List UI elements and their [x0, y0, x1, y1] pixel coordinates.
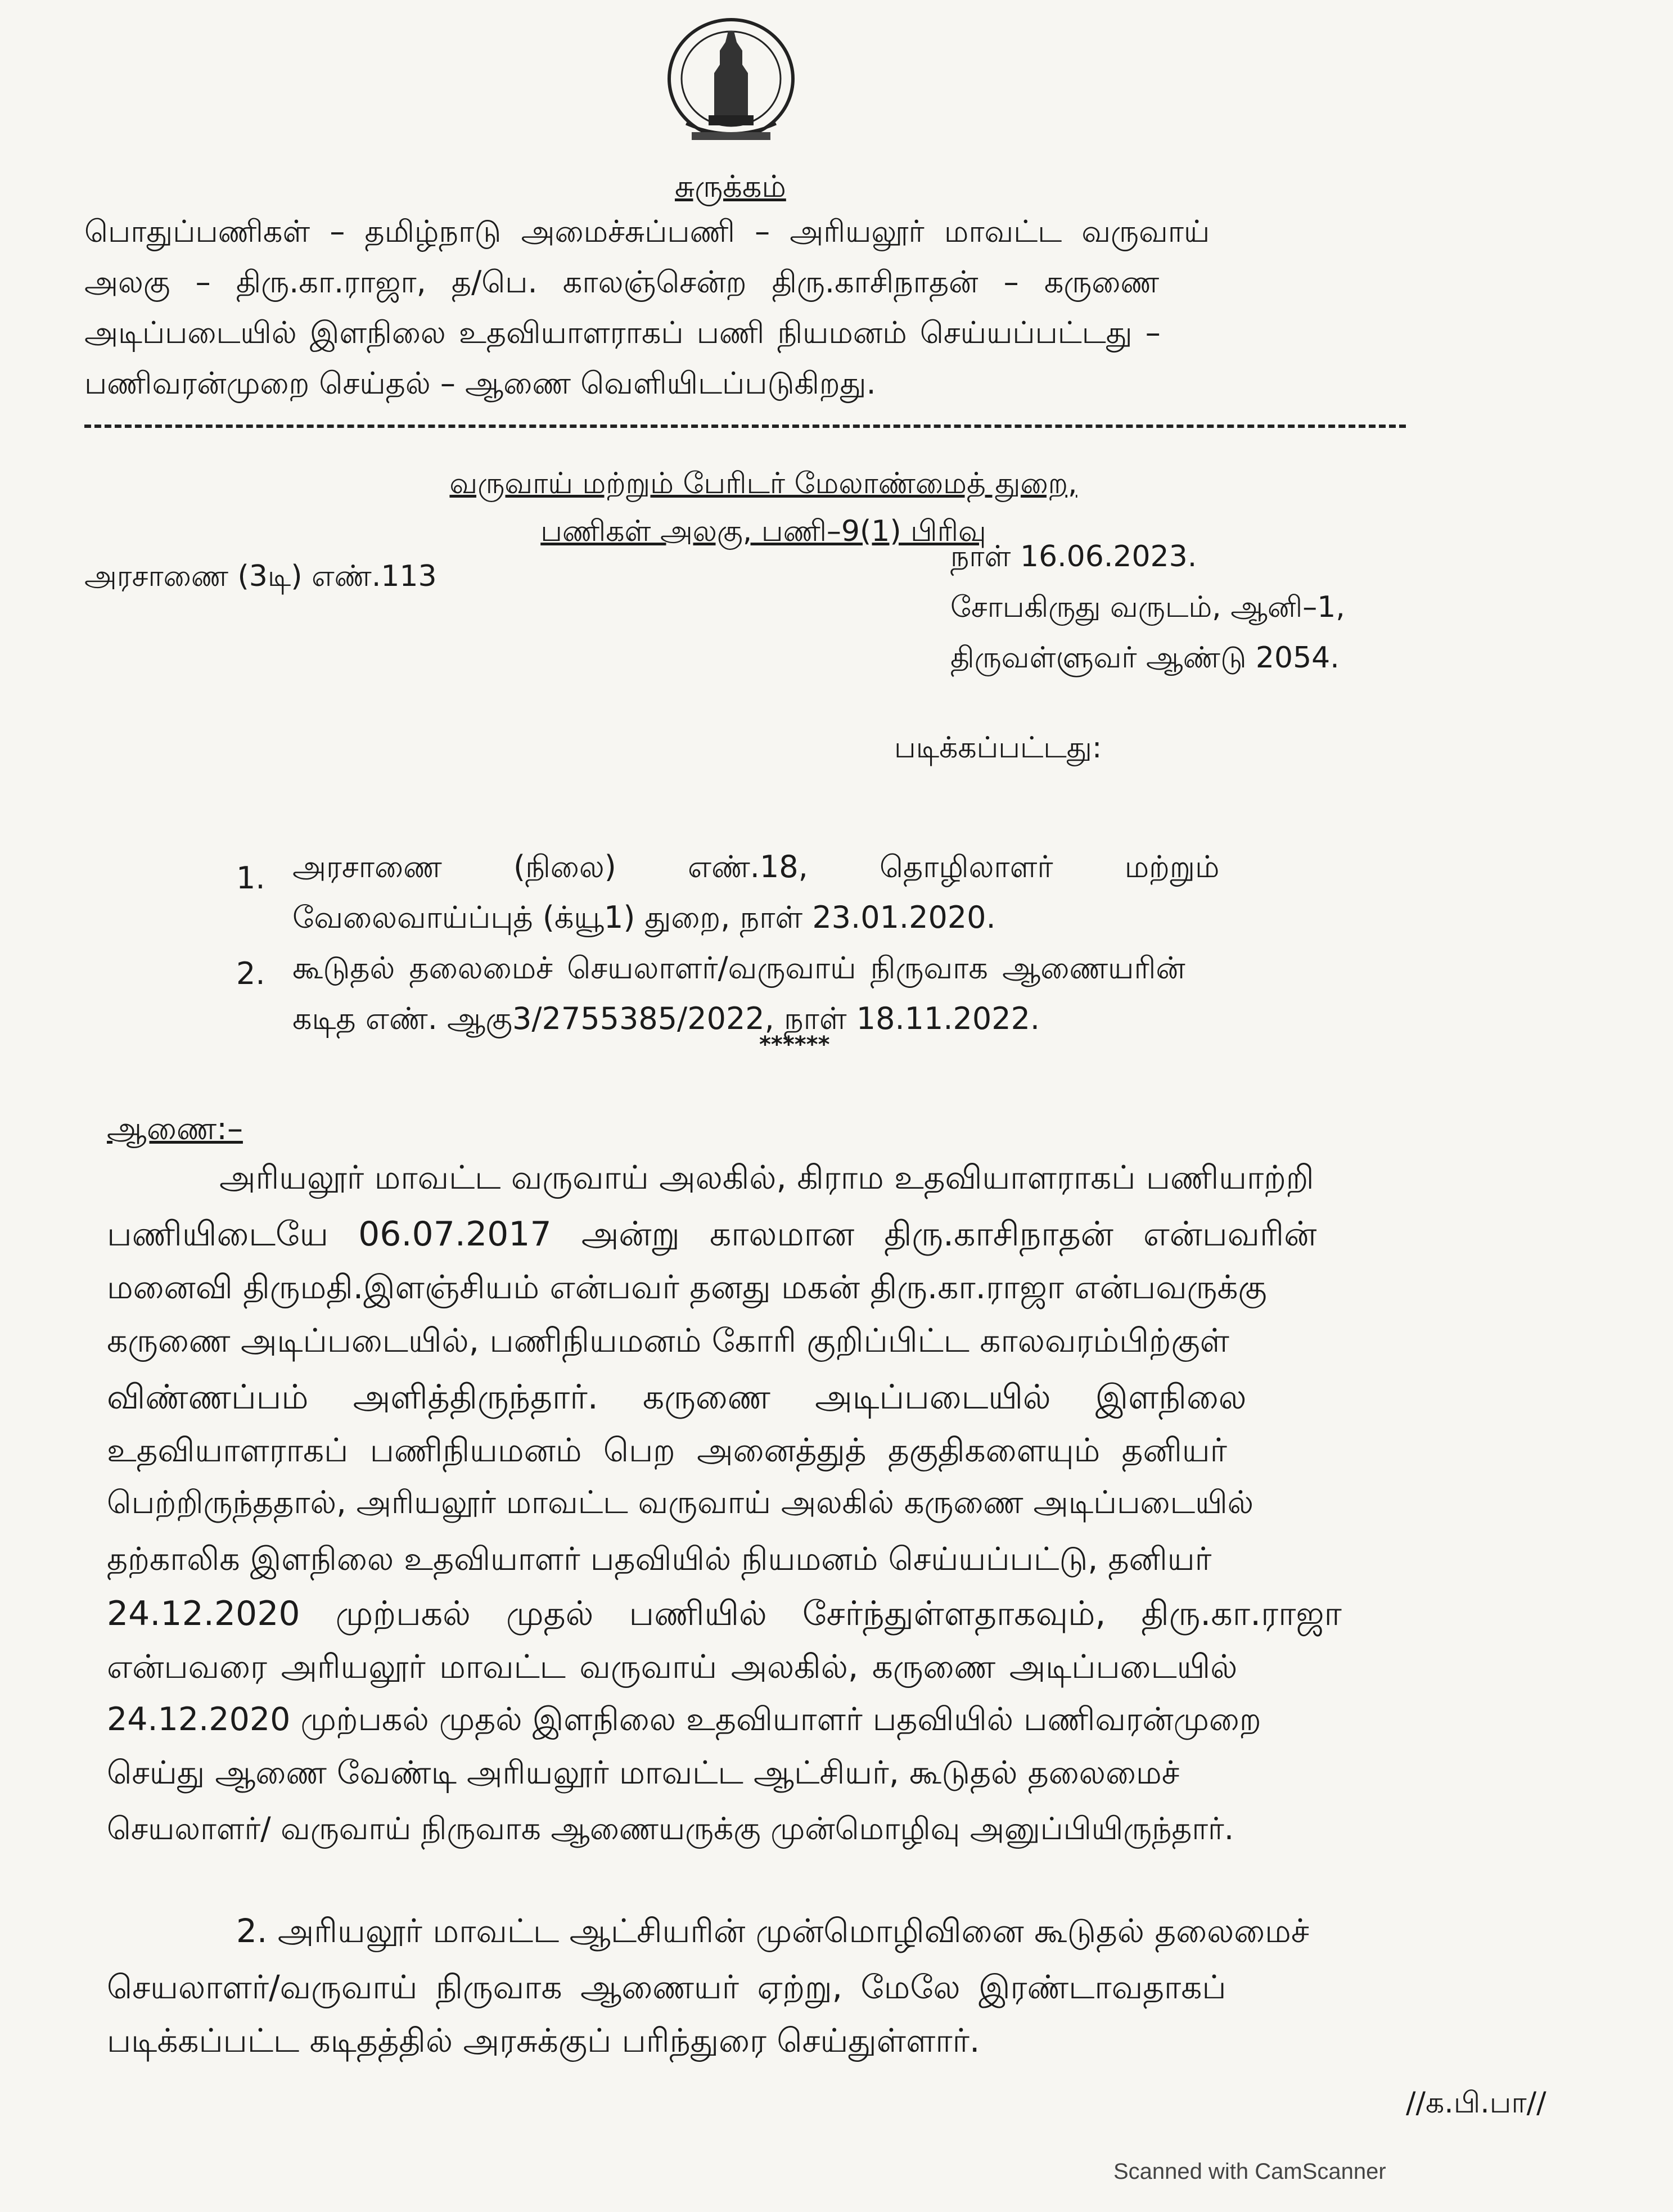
para2-line-3: படிக்கப்பட்ட கடிதத்தில் அரசுக்குப் பரிந்துரை செய்துள்ளார்.	[107, 2021, 980, 2060]
read-heading: படிக்கப்பட்டது:	[894, 731, 1102, 765]
separator	[84, 425, 1406, 428]
para1-line-7: பெற்றிருந்ததால், அரியலூர் மாவட்ட வருவாய் அலகில் கருணை அடிப்படையில்	[107, 1484, 1254, 1521]
order-date: நாள் 16.06.2023.	[950, 540, 1197, 574]
section-title: பணிகள் அலகு, பணி–9(1) பிரிவு	[540, 514, 986, 548]
para1-line-4: கருணை அடிப்படையில், பணிநியமனம் கோரி குறிப்பிட்ட காலவரம்பிற்குள்	[107, 1321, 1230, 1360]
order-heading: ஆணை:–	[107, 1110, 243, 1147]
para1-line-1: அரியலூர் மாவட்ட வருவாய் அலகில், கிராம உதவியாளராகப் பணியாற்றி	[219, 1158, 1314, 1197]
footer-mark: //க.பி.பா//	[1406, 2086, 1546, 2120]
summary-line-4: பணிவரன்முறை செய்தல் – ஆணை வெளியிடப்படுகிறது.	[84, 365, 876, 401]
order-number: அரசாணை (3டி) எண்.113	[84, 559, 437, 593]
para1-line-6: உதவியாளராகப் பணிநியமனம் பெற அனைத்துத் தகுதிகளையும் தனியர்	[107, 1431, 1227, 1469]
summary-line-1: பொதுப்பணிகள் – தமிழ்நாடு அமைச்சுப்பணி – அரியலூர் மாவட்ட வருவாய்	[84, 214, 1210, 249]
para1-line-9: 24.12.2020 முற்பகல் முதல் பணியில் சேர்ந்துள்ளதாகவும், திரு.கா.ராஜா	[107, 1594, 1342, 1633]
summary-line-3: அடிப்படையில் இளநிலை உதவியாளராகப் பணி நியமனம் செய்யப்பட்டது –	[84, 315, 1161, 350]
stars-divider: ******	[759, 1032, 830, 1058]
para2-line-2: செயலாளர்/வருவாய் நிருவாக ஆணையர் ஏற்று, மேலே இரண்டாவதாகப்	[107, 1968, 1226, 2006]
reference-2-line-2: கடித எண். ஆகு3/2755385/2022, நாள் 18.11.2022.	[292, 1001, 1040, 1036]
reference-2-line-1: கூடுதல் தலைமைச் செயலாளர்/வருவாய் நிருவாக ஆணையரின்	[292, 950, 1185, 986]
summary-heading: சுருக்கம்	[675, 169, 786, 204]
state-emblem-icon	[630, 11, 832, 157]
para1-line-12: செய்து ஆணை வேண்டி அரியலூர் மாவட்ட ஆட்சியர், கூடுதல் தலைமைச்	[107, 1754, 1180, 1791]
para1-line-5: விண்ணப்பம் அளித்திருந்தார். கருணை அடிப்படையில் இளநிலை	[107, 1378, 1247, 1417]
para1-line-8: தற்காலிக இளநிலை உதவியாளர் பதவியில் நியமனம் செய்யப்பட்டு, தனியர்	[107, 1541, 1212, 1578]
scanner-watermark: Scanned with CamScanner	[1113, 2159, 1386, 2184]
reference-1-line-2: வேலைவாய்ப்புத் (க்யூ1) துறை, நாள் 23.01.2020.	[292, 900, 996, 935]
para1-line-10: என்பவரை அரியலூர் மாவட்ட வருவாய் அலகில், கருணை அடிப்படையில்	[107, 1647, 1238, 1686]
reference-2-number: 2.	[236, 956, 265, 991]
tamil-year: சோபகிருது வருடம், ஆனி–1,	[950, 590, 1345, 624]
para1-line-3: மனைவி திருமதி.இளஞ்சியம் என்பவர் தனது மகன் திரு.கா.ராஜா என்பவருக்கு	[107, 1268, 1267, 1306]
department-title: வருவாய் மற்றும் பேரிடர் மேலாண்மைத் துறை,	[449, 467, 1077, 500]
summary-line-2: அலகு – திரு.கா.ராஜா, த/பெ. காலஞ்சென்ற திரு.காசிநாதன் – கருணை	[84, 264, 1160, 300]
reference-1-line-1: அரசாணை (நிலை) எண்.18, தொழிலாளர் மற்றும்	[292, 849, 1220, 884]
para1-line-13: செயலாளர்/ வருவாய் நிருவாக ஆணையருக்கு முன்மொழிவு அனுப்பியிருந்தார்.	[107, 1811, 1234, 1847]
para1-line-11: 24.12.2020 முற்பகல் முதல் இளநிலை உதவியாளர் பதவியில் பணிவரன்முறை	[107, 1701, 1261, 1738]
reference-1-number: 1.	[236, 860, 265, 896]
thiruvalluvar-year: திருவள்ளுவர் ஆண்டு 2054.	[950, 641, 1340, 675]
para1-line-2: பணியிடையே 06.07.2017 அன்று காலமான திரு.காசிநாதன் என்பவரின்	[107, 1215, 1317, 1254]
para2-line-1: 2. அரியலூர் மாவட்ட ஆட்சியரின் முன்மொழிவினை கூடுதல் தலைமைச்	[236, 1912, 1309, 1950]
